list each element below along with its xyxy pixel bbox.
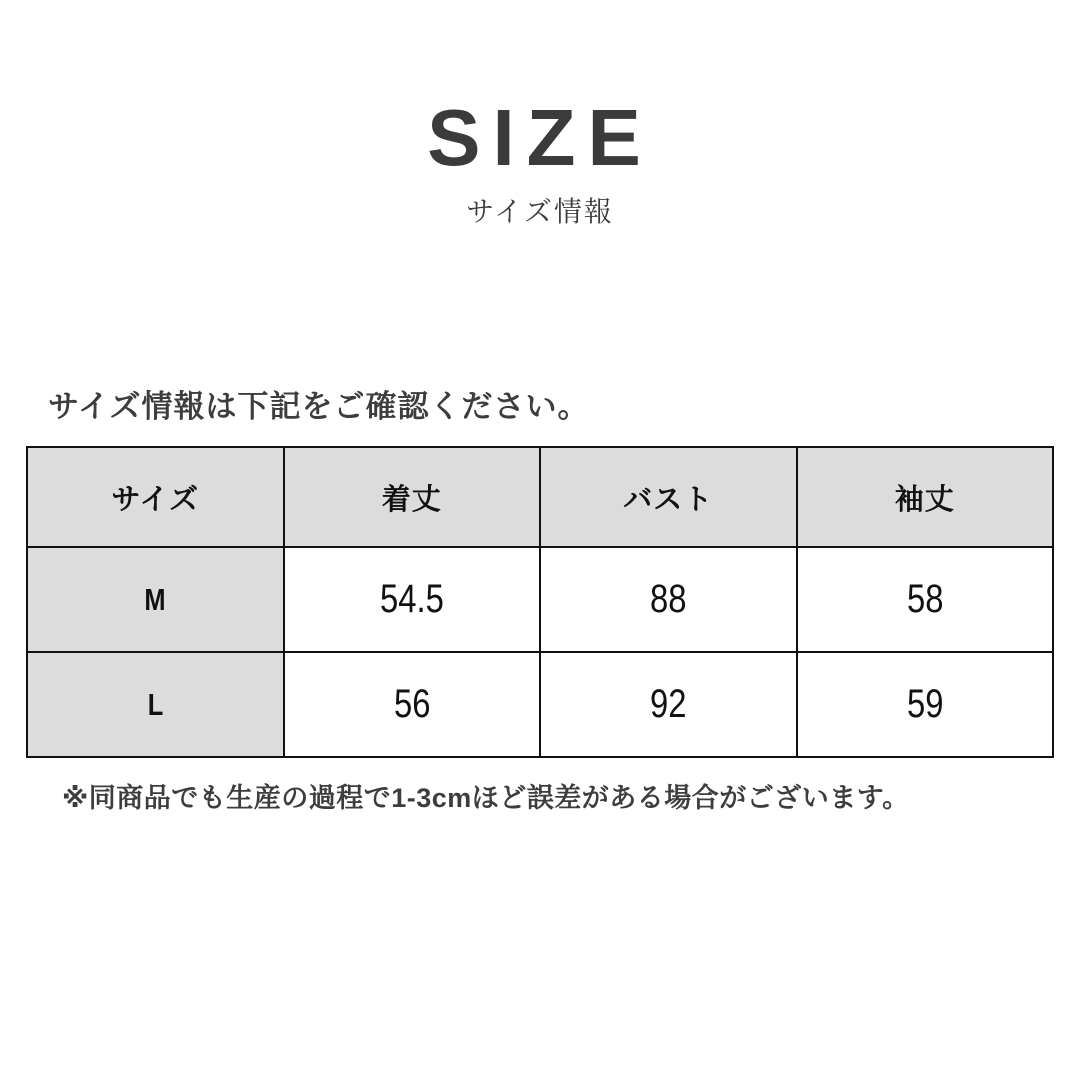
size-cell-l (27, 652, 284, 757)
value-label: 92 (650, 682, 687, 726)
value-cell-l-sleeve (797, 652, 1054, 757)
table-row (27, 652, 1053, 757)
title-block (0, 93, 1080, 230)
value-label: 59 (906, 682, 943, 726)
size-cell-m (27, 547, 284, 652)
value-label: 54.5 (379, 577, 444, 621)
value-label: 88 (650, 577, 687, 621)
column-header-sleeve: 袖丈 (797, 447, 1054, 547)
value-cell-m-bust (540, 547, 797, 652)
value-cell-m-length (284, 547, 541, 652)
table-header-row (27, 447, 1053, 547)
value-cell-m-sleeve (797, 547, 1054, 652)
section-heading: サイズ情報は下記をご確認ください。 (48, 389, 590, 424)
column-header-size: サイズ (27, 447, 284, 547)
column-header-bust: バスト (540, 447, 797, 547)
size-label: M (144, 581, 166, 617)
value-cell-l-length (284, 652, 541, 757)
page-subtitle: サイズ情報 (466, 196, 614, 227)
size-label: L (147, 686, 164, 722)
column-header-length: 着丈 (284, 447, 541, 547)
footnote: ※同商品でも生産の過程で1-3cmほど誤差がある場合がございます。 (62, 783, 910, 813)
page-title: SIZE (427, 93, 653, 182)
size-table (26, 446, 1054, 758)
value-cell-l-bust (540, 652, 797, 757)
value-label: 56 (393, 682, 430, 726)
value-label: 58 (906, 577, 943, 621)
table-row (27, 547, 1053, 652)
